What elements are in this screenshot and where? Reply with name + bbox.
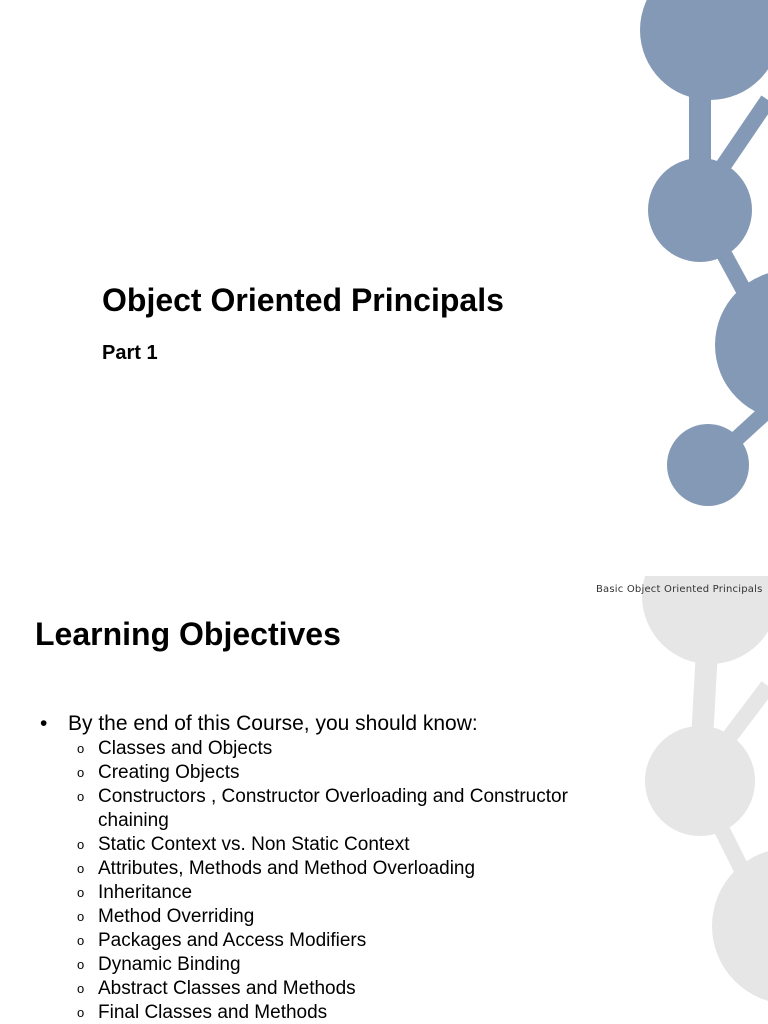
circle-bullet-icon: o bbox=[77, 885, 85, 900]
list-item-text: Method Overriding bbox=[98, 906, 255, 927]
circle-bullet-icon: o bbox=[77, 957, 85, 972]
list-item bbox=[77, 929, 640, 953]
list-item-text: Packages and Access Modifiers bbox=[98, 930, 367, 951]
slide-footer: Basic Object Oriented Principals bbox=[596, 584, 763, 595]
list-item bbox=[77, 833, 640, 857]
list-item bbox=[77, 785, 640, 833]
list-item bbox=[77, 1001, 640, 1024]
circle-bullet-icon: o bbox=[77, 789, 85, 804]
presentation-title: Object Oriented Principals bbox=[102, 282, 504, 318]
main-bullet-text: By the end of this Course, you should know: bbox=[68, 712, 478, 735]
list-item bbox=[77, 905, 640, 929]
circle-bullet-icon: o bbox=[77, 909, 85, 924]
circle-bullet-icon: o bbox=[77, 933, 85, 948]
list-item-text: Abstract Classes and Methods bbox=[98, 978, 356, 999]
list-item-text: Classes and Objects bbox=[98, 738, 273, 759]
list-item-text: Final Classes and Methods bbox=[98, 1002, 328, 1023]
circle-bullet-icon: o bbox=[77, 765, 85, 780]
list-item-text: Creating Objects bbox=[98, 762, 240, 783]
circle-bullet-icon: o bbox=[77, 837, 85, 852]
sub-bullet-list bbox=[40, 737, 640, 1024]
circle-bullet-icon: o bbox=[77, 1005, 85, 1020]
list-item bbox=[77, 953, 640, 977]
circle-bullet-icon: o bbox=[77, 981, 85, 996]
circle-bullet-icon: o bbox=[77, 741, 85, 756]
list-item-text: Dynamic Binding bbox=[98, 954, 241, 975]
list-item-text: Constructors , Constructor Overloading and Constructor chaining bbox=[98, 786, 568, 831]
list-item-text: Inheritance bbox=[98, 882, 193, 903]
list-item bbox=[77, 977, 640, 1001]
list-item bbox=[77, 881, 640, 905]
list-item bbox=[77, 857, 640, 881]
slide-2 bbox=[0, 576, 768, 1024]
list-item bbox=[77, 737, 640, 761]
slide-title: Learning Objectives bbox=[35, 616, 341, 652]
presentation-subtitle: Part 1 bbox=[102, 342, 158, 364]
main-bullet bbox=[40, 711, 640, 737]
list-item-text: Static Context vs. Non Static Context bbox=[98, 834, 410, 855]
list-item-text: Attributes, Methods and Method Overloading bbox=[98, 858, 476, 879]
circle-bullet-icon: o bbox=[77, 861, 85, 876]
bullet-icon: • bbox=[40, 712, 48, 735]
list-item bbox=[77, 761, 640, 785]
objectives-list bbox=[40, 711, 640, 1024]
